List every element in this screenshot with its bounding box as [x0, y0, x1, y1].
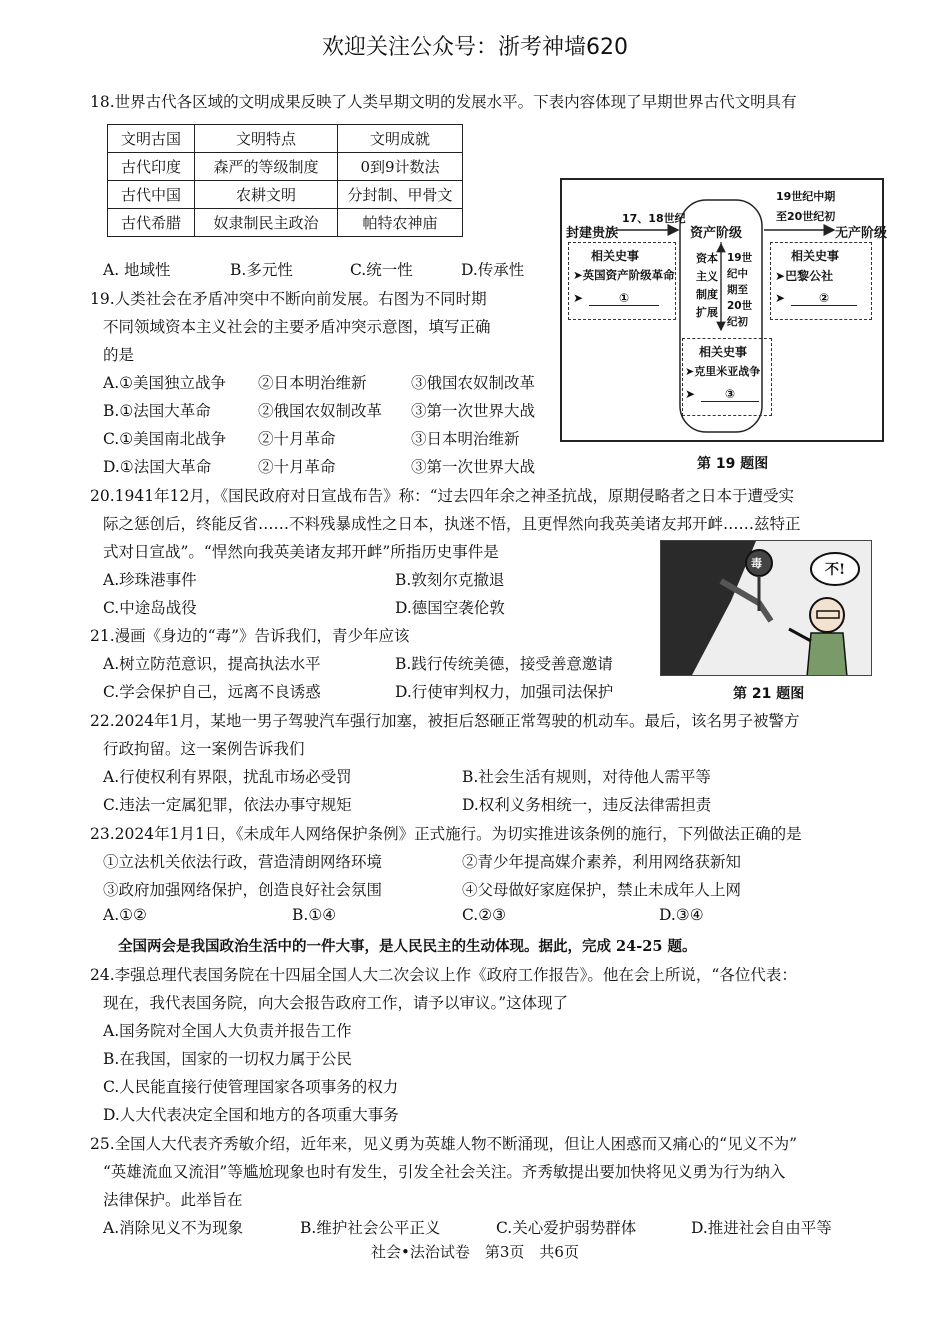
q25-option-d[interactable]: D.推进社会自由平等	[691, 1219, 832, 1237]
right-box-title: 相关史事	[791, 249, 840, 263]
q19-option-d[interactable]: D.①法国大革命	[103, 458, 212, 476]
bottom-box-item	[685, 363, 760, 379]
dark-cloak	[661, 541, 756, 676]
table-header: 文明古国	[108, 125, 195, 153]
q19-option-b-2: ②俄国农奴制改革	[258, 402, 383, 420]
left-history-box	[568, 242, 676, 320]
q23-stem: 23.2024年1月1日，《未成年人网络保护条例》正式施行。为切实推进该条例的施行，下列做法正确的是	[90, 825, 802, 843]
left-box-title: 相关史事	[591, 249, 640, 263]
label-era2a: 19世纪中期	[776, 190, 836, 203]
q23-option-d[interactable]: D.③④	[659, 906, 704, 924]
q19-stem-line: 不同领域资本主义社会的主要矛盾冲突示意图，填写正确	[103, 318, 491, 336]
label-bourgeois: 资产阶级	[690, 226, 743, 241]
mid-left-labels	[696, 250, 718, 322]
boy-arm	[789, 629, 811, 641]
q22-option-d[interactable]: D.权利义务相统一，违反法律需担责	[462, 796, 712, 814]
label-era2b: 至20世纪初	[776, 210, 836, 223]
mid-right-label: 19世	[727, 252, 753, 264]
table-cell: 分封制、甲骨文	[338, 181, 463, 209]
table-cell: 古代印度	[108, 153, 195, 181]
mid-left-label: 制度	[696, 288, 718, 301]
label-feudal: 封建贵族	[566, 226, 619, 241]
q25-stem-line: “英雄流血又流泪”等尴尬现象也时有发生，引发全社会关注。齐秀敏提出要加快将见义勇为行为纳入	[103, 1163, 786, 1181]
table-cell: 农耕文明	[195, 181, 338, 209]
table-cell: 森严的等级制度	[195, 153, 338, 181]
table-cell: 帕特农神庙	[338, 209, 463, 237]
page-footer: 社会•法治试卷 第3页 共6页	[371, 1243, 579, 1261]
q20-stem-line: 20.1941年12月，《国民政府对日宣战布告》称：“过去四年余之神圣抗战，原期侵略者之日本于遭受实	[90, 487, 794, 505]
right-history-box	[770, 242, 872, 320]
table-row	[108, 153, 463, 181]
mid-right-label: 20世	[727, 300, 753, 312]
bullet-arrow: ➤	[685, 387, 696, 401]
q19-option-b-3: ③第一次世界大战	[411, 402, 536, 420]
q22-stem-line: 22.2024年1月，某地一男子驾驶汽车强行加塞，被拒后怒砸正常驾驶的机动车。最后，该名男子被警方	[90, 712, 800, 730]
q19-stem-line: 19.人类社会在矛盾冲突中不断向前发展。右图为不同时期	[90, 290, 487, 308]
table-row	[108, 125, 463, 153]
cartoon-bubble-text: 不!	[825, 562, 846, 578]
q23-option-c[interactable]: C.②③	[462, 906, 507, 924]
q24-option-a[interactable]: A.国务院对全国人大负责并报告工作	[103, 1022, 352, 1040]
q19-option-c-3: ③日本明治维新	[411, 430, 520, 448]
page-header: 欢迎关注公众号：浙考神墙620	[322, 35, 628, 60]
table-cell: 奴隶制民主政治	[195, 209, 338, 237]
q19-option-b[interactable]: B.①法国大革命	[103, 402, 211, 420]
q22-stem-line: 行政拘留。这一案例告诉我们	[103, 740, 305, 758]
table-row	[108, 209, 463, 237]
q20-stem-line: 际之惩创后，终能反省……不料残暴成性之日本，执迷不悟，且更悍然向我英美诸友邦开衅……兹特正	[103, 515, 801, 533]
mid-right-label: 期至	[727, 284, 748, 296]
q25-stem-line: 25.全国人大代表齐秀敏介绍，近年来，见义勇为英雄人物不断涌现，但让人困惑而又痛心的“见义不为”	[90, 1135, 798, 1153]
q18-option-d[interactable]: D.传承性	[461, 261, 525, 279]
bullet-arrow: ➤	[775, 291, 786, 305]
table-header: 文明特点	[195, 125, 338, 153]
table-cell: 古代中国	[108, 181, 195, 209]
blank-2: ②	[791, 291, 857, 306]
cartoon-badge: 毒	[751, 557, 762, 570]
blank-1: ①	[589, 291, 659, 306]
q22-option-c[interactable]: C.违法一定属犯罪，依法办事守规矩	[103, 796, 352, 814]
bullet-arrow: ➤	[573, 291, 584, 305]
table-cell: 0到9计数法	[338, 153, 463, 181]
q21-stem: 21.漫画《身边的“毒”》告诉我们，青少年应该	[90, 627, 410, 645]
q21-option-b[interactable]: B.践行传统美德，接受善意邀请	[395, 655, 613, 673]
q24-option-b[interactable]: B.在我国，国家的一切权力属于公民	[103, 1050, 352, 1068]
q23-item-2: ②青少年提高媒介素养，利用网络获新知	[462, 853, 742, 871]
bullet-arrow: ➤	[775, 269, 786, 283]
q19-option-c-2: ②十月革命	[258, 430, 336, 448]
q20-stem-line: 式对日宣战”。“悍然向我英美诸友邦开衅”所指历史事件是	[103, 543, 499, 561]
q24-stem-line: 24.李强总理代表国务院在十四届全国人大二次会议上作《政府工作报告》。他在会上所说，“各位代表：	[90, 966, 797, 984]
left-box-blank-row	[573, 291, 659, 306]
q23-item-3: ③政府加强网络保护，创造良好社会氛围	[103, 881, 383, 899]
q20-option-c[interactable]: C.中途岛战役	[103, 599, 197, 617]
bullet-arrow: ➤	[685, 365, 695, 378]
table-cell: 古代希腊	[108, 209, 195, 237]
q25-option-c[interactable]: C.关心爱护弱势群体	[496, 1219, 637, 1237]
q19-option-d-2: ②十月革命	[258, 458, 336, 476]
mid-left-label: 资本	[696, 252, 718, 265]
table-header: 文明成就	[338, 125, 463, 153]
bottom-box-title: 相关史事	[699, 345, 748, 359]
table-row	[108, 181, 463, 209]
bottom-box-blank-row	[685, 387, 759, 402]
q19-option-d-3: ③第一次世界大战	[411, 458, 536, 476]
label-era1: 17、18世纪	[622, 212, 686, 225]
q25-option-b[interactable]: B.维护社会公平正义	[300, 1219, 441, 1237]
q19-diagram	[560, 178, 888, 442]
q18-option-b[interactable]: B.多元性	[230, 261, 293, 279]
q19-option-a-3: ③俄国农奴制改革	[411, 374, 536, 392]
q19-option-a-2: ②日本明治维新	[258, 374, 367, 392]
q22-option-a[interactable]: A.行使权利有界限，扰乱市场必受罚	[103, 768, 352, 786]
q20-option-d[interactable]: D.德国空袭伦敦	[395, 599, 505, 617]
q21-option-a[interactable]: A.树立防范意识，提高执法水平	[103, 655, 321, 673]
q19-stem-line: 的是	[103, 346, 135, 364]
q24-stem-line: 现在，我代表国务院，向大会报告政府工作，请予以审议。”这体现了	[103, 994, 569, 1012]
bullet-arrow: ➤	[573, 268, 583, 282]
bottom-box-item-text: 克里米亚战争	[694, 365, 761, 378]
mid-right-label: 纪中	[727, 268, 748, 280]
mid-right-labels	[727, 250, 752, 330]
left-box-item-text: 英国资产阶级革命	[582, 268, 675, 282]
mid-right-label: 纪初	[727, 316, 748, 328]
q20-option-a[interactable]: A.珍珠港事件	[103, 571, 197, 589]
q25-stem-line: 法律保护。此举旨在	[103, 1191, 243, 1209]
q24-option-d[interactable]: D.人大代表决定全国和地方的各项重大事务	[103, 1106, 399, 1124]
q18-stem: 18.世界古代各区域的文明成果反映了人类早期文明的发展水平。下表内容体现了早期世界古代文明具有	[90, 93, 797, 111]
q18-option-a[interactable]: A. 地域性	[103, 261, 171, 279]
blank-3: ③	[701, 387, 759, 402]
q18-option-c[interactable]: C.统一性	[350, 261, 413, 279]
q23-item-1: ①立法机关依法行政，营造清朗网络环境	[103, 853, 383, 871]
left-box-item	[573, 267, 675, 283]
q19-option-c[interactable]: C.①美国南北战争	[103, 430, 227, 448]
right-box-item-text: 巴黎公社	[785, 269, 834, 283]
q20-option-b[interactable]: B.敦刻尔克撤退	[395, 571, 505, 589]
q19-caption: 第 19 题图	[697, 456, 769, 472]
q23-option-b[interactable]: B.①④	[292, 906, 337, 924]
mid-left-label: 主义	[696, 270, 718, 283]
q22-option-b[interactable]: B.社会生活有规则，对待他人需平等	[462, 768, 711, 786]
right-box-blank-row	[775, 291, 857, 306]
q19-option-a[interactable]: A.①美国独立战争	[103, 374, 227, 392]
q21-caption: 第 21 题图	[733, 686, 805, 702]
mid-left-label: 扩展	[696, 306, 718, 319]
q21-cartoon	[660, 540, 872, 676]
q21-option-d[interactable]: D.行使审判权力，加强司法保护	[395, 683, 614, 701]
q23-option-a[interactable]: A.①②	[103, 906, 147, 924]
q24-option-c[interactable]: C.人民能直接行使管理国家各项事务的权力	[103, 1078, 399, 1096]
intro-24-25: 全国两会是我国政治生活中的一件大事，是人民民主的生动体现。据此，完成 24-25 题。	[118, 938, 697, 955]
boy-body	[807, 633, 847, 676]
q25-option-a[interactable]: A.消除见义不为现象	[103, 1219, 244, 1237]
q18-table	[107, 124, 463, 237]
bottom-history-box	[682, 338, 772, 416]
q23-item-4: ④父母做好家庭保护，禁止未成年人上网	[462, 881, 742, 899]
q21-option-c[interactable]: C.学会保护自己，远离不良诱惑	[103, 683, 321, 701]
right-box-item	[775, 267, 833, 284]
label-proletariat: 无产阶级	[835, 226, 888, 241]
